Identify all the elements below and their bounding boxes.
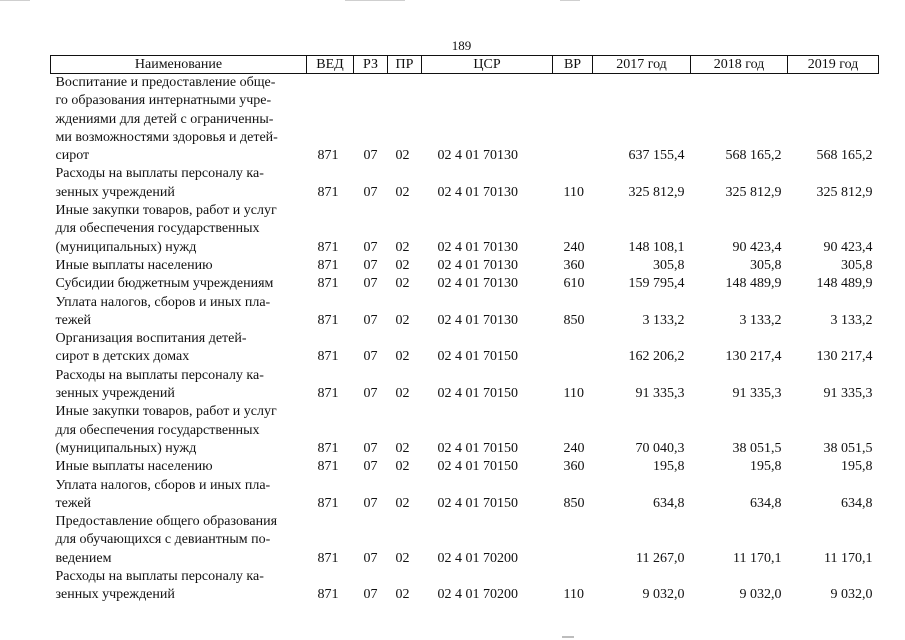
cell-pr: 02	[395, 239, 410, 255]
cell-vr: 110	[563, 184, 584, 200]
cell-name	[51, 294, 307, 331]
table-row	[51, 568, 879, 605]
cell-2017: 3 133,2	[642, 312, 685, 328]
budget-table	[50, 55, 879, 605]
cell-rz: 07	[363, 257, 378, 273]
cell-pr: 02	[395, 550, 410, 566]
cell-ved: 871	[317, 587, 339, 603]
cell-rz: 07	[363, 349, 378, 365]
cell-2018: 90 423,4	[732, 239, 782, 255]
table-row	[51, 257, 879, 275]
cell-rz: 07	[363, 148, 378, 164]
cell-name-line: Иные выплаты населению	[55, 257, 213, 273]
table-row	[51, 294, 879, 331]
cell-ved: 871	[317, 495, 339, 511]
cell-name	[51, 458, 307, 476]
cell-name-line: Иные закупки товаров, работ и услуг	[55, 404, 277, 420]
cell-name-line: Иные выплаты населению	[55, 459, 213, 475]
cell-name	[51, 257, 307, 275]
cell-name-line: Субсидии бюджетным учреждениям	[55, 276, 274, 292]
cell-name-line: Расходы на выплаты персоналу ка-	[55, 569, 264, 585]
cell-rz: 07	[363, 312, 378, 328]
cell-vr: 850	[563, 312, 585, 328]
table-row	[51, 275, 879, 293]
cell-2018: 9 032,0	[739, 587, 782, 603]
cell-name-line: Уплата налогов, сборов и иных пла-	[55, 294, 271, 310]
cell-name	[51, 513, 307, 568]
cell-vr	[553, 74, 593, 166]
header-vr: ВР	[553, 56, 593, 74]
cell-name-line: ждениями для детей с ограниченны-	[55, 111, 274, 127]
header-ved: ВЕД	[307, 56, 354, 74]
cell-name-line: зенных учреждений	[55, 386, 175, 402]
cell-2019: 195,8	[841, 459, 873, 475]
cell-2018: 305,8	[750, 257, 782, 273]
header-rz: РЗ	[354, 56, 388, 74]
header-csr: ЦСР	[422, 56, 553, 74]
cell-name-line: сирот	[55, 148, 90, 164]
cell-name-line: тежей	[55, 495, 92, 511]
table-row	[51, 403, 879, 458]
cell-ved: 871	[317, 386, 339, 402]
cell-name-line: Уплата налогов, сборов и иных пла-	[55, 477, 271, 493]
cell-2019: 130 217,4	[816, 349, 873, 365]
cell-csr: 02 4 01 70130	[437, 239, 518, 255]
header-2019: 2019 год	[788, 56, 879, 74]
table-row	[51, 165, 879, 202]
cell-2019: 9 032,0	[830, 587, 873, 603]
table-row	[51, 458, 879, 476]
cell-name-line: Воспитание и предоставление обще-	[55, 75, 276, 90]
cell-name-line: тежей	[55, 312, 92, 328]
cell-name-line: го образования интернатными учре-	[55, 93, 272, 109]
cell-pr: 02	[395, 587, 410, 603]
cell-name-line: Расходы на выплаты персоналу ка-	[55, 166, 264, 182]
cell-vr: 240	[563, 440, 585, 456]
cell-vr	[553, 513, 593, 568]
cell-name-line: сирот в детских домах	[55, 349, 190, 365]
cell-ved: 871	[317, 184, 339, 200]
cell-2018: 568 165,2	[725, 148, 782, 164]
cell-name-line: зенных учреждений	[55, 587, 175, 603]
cell-2017: 159 795,4	[628, 276, 685, 292]
cell-ved: 871	[317, 148, 339, 164]
cell-name-line: для обучающихся с девиантным по-	[55, 532, 271, 548]
scan-edge-mark	[0, 0, 30, 1]
cell-rz: 07	[363, 276, 378, 292]
cell-vr	[553, 330, 593, 367]
cell-name-line: для обеспечения государственных	[55, 221, 260, 237]
cell-2019: 91 335,3	[823, 386, 873, 402]
cell-rz: 07	[363, 239, 378, 255]
cell-rz: 07	[363, 550, 378, 566]
page-number-text: 189	[451, 38, 472, 53]
cell-pr: 02	[395, 440, 410, 456]
page-number	[0, 39, 905, 53]
cell-name-line: Иные закупки товаров, работ и услуг	[55, 203, 277, 219]
scan-edge-mark	[560, 0, 580, 1]
cell-2018: 634,8	[750, 495, 782, 511]
cell-2019: 568 165,2	[816, 148, 873, 164]
cell-name-line: Организация воспитания детей-	[55, 331, 247, 347]
cell-2017: 634,8	[653, 495, 685, 511]
cell-2018: 91 335,3	[732, 386, 782, 402]
cell-name-line: Расходы на выплаты персоналу ка-	[55, 367, 264, 383]
cell-csr: 02 4 01 70200	[437, 550, 518, 566]
cell-2017: 305,8	[653, 257, 685, 273]
cell-2018: 325 812,9	[725, 184, 782, 200]
cell-name	[51, 330, 307, 367]
cell-name-line: (муниципальных) нужд	[55, 239, 197, 255]
scan-edge-mark	[345, 0, 405, 1]
table-body	[51, 74, 879, 605]
cell-ved: 871	[317, 276, 339, 292]
cell-name	[51, 403, 307, 458]
cell-name-line: для обеспечения государственных	[55, 422, 260, 438]
cell-pr: 02	[395, 459, 410, 475]
table-header	[51, 56, 879, 74]
cell-vr: 850	[563, 495, 585, 511]
cell-2018: 11 170,1	[733, 550, 782, 566]
cell-2017: 148 108,1	[628, 239, 685, 255]
table-row	[51, 367, 879, 404]
cell-pr: 02	[395, 349, 410, 365]
cell-rz: 07	[363, 495, 378, 511]
cell-rz: 07	[363, 440, 378, 456]
cell-pr: 02	[395, 257, 410, 273]
cell-vr: 110	[563, 386, 584, 402]
cell-2017: 637 155,4	[628, 148, 685, 164]
table-row	[51, 477, 879, 514]
cell-vr: 360	[563, 257, 585, 273]
cell-rz: 07	[363, 459, 378, 475]
cell-csr: 02 4 01 70130	[437, 148, 518, 164]
cell-2018: 148 489,9	[725, 276, 782, 292]
cell-pr: 02	[395, 184, 410, 200]
cell-2017: 11 267,0	[636, 550, 685, 566]
cell-csr: 02 4 01 70150	[437, 440, 518, 456]
header-row	[51, 56, 879, 74]
cell-name-line: зенных учреждений	[55, 184, 175, 200]
cell-ved: 871	[317, 349, 339, 365]
cell-2019: 11 170,1	[824, 550, 873, 566]
header-name: Наименование	[51, 56, 307, 74]
cell-2019: 3 133,2	[830, 312, 873, 328]
cell-ved: 871	[317, 239, 339, 255]
header-2017: 2017 год	[593, 56, 691, 74]
cell-name	[51, 367, 307, 404]
table-row	[51, 330, 879, 367]
cell-name	[51, 202, 307, 257]
cell-vr: 360	[563, 459, 585, 475]
cell-name-line: ми возможностями здоровья и детей-	[55, 129, 278, 145]
cell-rz: 07	[363, 587, 378, 603]
cell-csr: 02 4 01 70130	[437, 184, 518, 200]
cell-2017: 162 206,2	[628, 349, 685, 365]
cell-2019: 38 051,5	[823, 440, 873, 456]
cell-name	[51, 477, 307, 514]
cell-pr: 02	[395, 276, 410, 292]
cell-2017: 325 812,9	[628, 184, 685, 200]
cell-rz: 07	[363, 386, 378, 402]
cell-2019: 325 812,9	[816, 184, 873, 200]
cell-2019: 148 489,9	[816, 276, 873, 292]
cell-name-line: (муниципальных) нужд	[55, 440, 197, 456]
cell-ved: 871	[317, 312, 339, 328]
cell-name	[51, 165, 307, 202]
cell-csr: 02 4 01 70130	[437, 312, 518, 328]
cell-csr: 02 4 01 70150	[437, 459, 518, 475]
cell-2017: 9 032,0	[642, 587, 685, 603]
cell-name-line: Предоставление общего образования	[55, 514, 278, 530]
cell-vr: 610	[563, 276, 585, 292]
cell-ved: 871	[317, 550, 339, 566]
cell-csr: 02 4 01 70150	[437, 349, 518, 365]
cell-csr: 02 4 01 70150	[437, 386, 518, 402]
cell-csr: 02 4 01 70130	[437, 276, 518, 292]
cell-2019: 90 423,4	[823, 239, 873, 255]
header-2018: 2018 год	[691, 56, 788, 74]
cell-csr: 02 4 01 70200	[437, 587, 518, 603]
cell-ved: 871	[317, 257, 339, 273]
cell-2017: 91 335,3	[635, 386, 685, 402]
cell-pr: 02	[395, 148, 410, 164]
cell-2018: 195,8	[750, 459, 782, 475]
table-row	[51, 74, 879, 166]
cell-csr: 02 4 01 70130	[437, 257, 518, 273]
scan-edge-mark	[562, 636, 574, 638]
cell-name	[51, 568, 307, 605]
cell-csr: 02 4 01 70150	[437, 495, 518, 511]
cell-2017: 70 040,3	[635, 440, 685, 456]
cell-2017: 195,8	[653, 459, 685, 475]
cell-name-line: ведением	[55, 550, 112, 566]
cell-rz: 07	[363, 184, 378, 200]
cell-2018: 3 133,2	[739, 312, 782, 328]
cell-vr: 240	[563, 239, 585, 255]
cell-vr: 110	[563, 587, 584, 603]
cell-pr: 02	[395, 386, 410, 402]
cell-ved: 871	[317, 440, 339, 456]
cell-2019: 634,8	[841, 495, 873, 511]
cell-ved: 871	[317, 459, 339, 475]
cell-name	[51, 74, 307, 166]
header-pr: ПР	[388, 56, 422, 74]
table-row	[51, 513, 879, 568]
cell-2018: 130 217,4	[725, 349, 782, 365]
table-row	[51, 202, 879, 257]
cell-pr: 02	[395, 495, 410, 511]
cell-pr: 02	[395, 312, 410, 328]
cell-name	[51, 275, 307, 293]
cell-2019: 305,8	[841, 257, 873, 273]
cell-2018: 38 051,5	[732, 440, 782, 456]
